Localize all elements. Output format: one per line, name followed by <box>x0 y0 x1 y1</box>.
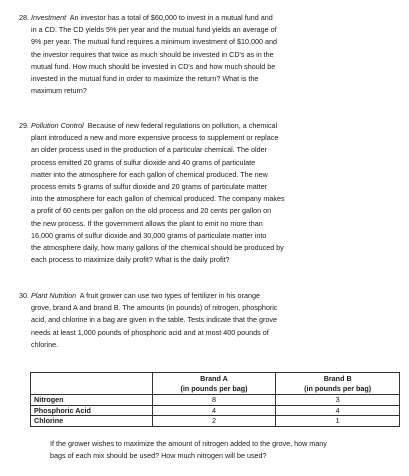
table-header-row <box>31 373 400 395</box>
problem-text-line: the atmosphere daily, how many gallons of the chemical should be produced by <box>31 243 284 252</box>
problem-text-line: needs at least 1,000 pounds of phosphoric acid and at most 400 pounds of <box>31 327 269 337</box>
table-row <box>31 395 400 406</box>
problem-text-line: process emitted 20 grams of sulfur dioxide and 40 grams of particulate <box>31 157 256 167</box>
problem-label: Investment <box>31 13 67 22</box>
brand-b-value: 4 <box>276 405 400 416</box>
problem-text-line: plant introduced a new and more expensive process to supplement or replace <box>31 133 279 143</box>
nutrient-name: Nitrogen <box>31 395 153 406</box>
problem-text-line: into the atmosphere for each gallon of chemical produced. The company makes <box>31 194 285 204</box>
column-header-brand-b: Brand B (in pounds per bag) <box>276 373 400 395</box>
problem-text-line: 16,000 grams of sulfur dioxide and 30,000 grams of particulate matter into <box>31 230 267 240</box>
problem-text-line: Pollution Control Because of new federal regulations on pollution, a chemical <box>31 121 278 130</box>
problem-text-line: the investor requires that twice as much should be invested in CD's as in the <box>31 49 274 59</box>
problem-text-line: a profit of 60 cents per gallon on the old process and 20 cents per gallon on <box>31 206 272 216</box>
nutrient-name: Phosphoric Acid <box>31 405 153 416</box>
problem-text-line: process emits 5 grams of sulfur dioxide and 20 grams of particulate matter <box>31 182 268 191</box>
fertilizer-table <box>30 372 400 427</box>
problem-text-line: 9% per year. The mutual fund requires a minimum investment of $10,000 and <box>31 37 277 47</box>
problem-text-line: acid, and chlorine in a bag are given in the table. Tests indicate that the grove <box>31 315 277 325</box>
column-header-brand-a: Brand A (in pounds per bag) <box>152 373 276 395</box>
brand-a-value: 2 <box>152 416 276 427</box>
problem-text-line: the new process. If the government allows the plant to emit no more than <box>31 218 263 228</box>
problem-text-line: chlorine. <box>31 339 59 349</box>
follow-up-question-line: If the grower wishes to maximize the amount of nitrogen added to the grove, how many <box>50 439 327 448</box>
problem-text-line: Investment An investor has a total of $60,000 to invest in a mutual fund and <box>31 13 273 22</box>
problem-text-line: matter into the atmosphere for each gallon of chemical produced. The new <box>31 169 268 179</box>
problem-text-line: mutual fund. How much should be invested in CD's and how much should be <box>31 61 276 71</box>
table-corner-cell <box>31 373 153 395</box>
problem-number: 29. <box>19 121 29 130</box>
table-row <box>31 405 400 416</box>
nutrient-name: Chlorine <box>31 416 153 427</box>
problem-text-line: each process to maximize daily profit? What is the daily profit? <box>31 255 230 265</box>
problem-label: Plant Nutrition <box>31 291 77 300</box>
table-row <box>31 416 400 427</box>
problem-text-line: an older process used in the production of a particular chemical. The older <box>31 145 267 155</box>
follow-up-question-line: bags of each mix should be used? How much nitrogen will be used? <box>50 451 267 460</box>
problem-label: Pollution Control <box>31 121 84 130</box>
brand-a-value: 8 <box>152 395 276 406</box>
problem-text-line: invested in the mutual fund in order to maximize the return? What is the <box>31 74 259 83</box>
brand-b-value: 1 <box>276 416 400 427</box>
brand-b-value: 3 <box>276 395 400 406</box>
problem-text-line: in a CD. The CD yields 5% per year and the mutual fund yields an average of <box>31 25 277 35</box>
problem-text-line: maximum return? <box>31 86 87 96</box>
brand-a-value: 4 <box>152 405 276 416</box>
problem-text-line: Plant Nutrition A fruit grower can use two types of fertilizer in his orange <box>31 291 260 300</box>
problem-number: 28. <box>19 13 29 22</box>
problem-number: 30. <box>19 291 29 300</box>
problem-text-line: grove, brand A and brand B. The amounts (in pounds) of nitrogen, phosphoric <box>31 303 278 313</box>
